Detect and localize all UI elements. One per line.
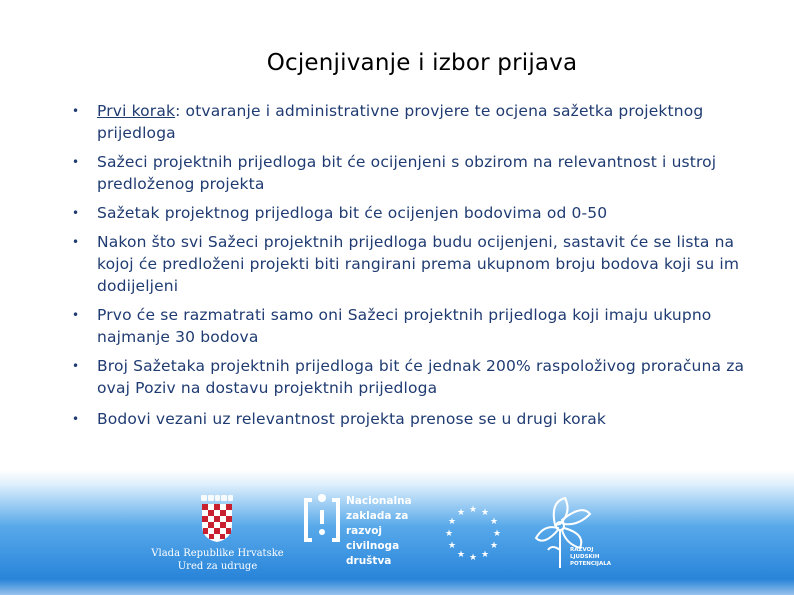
hr-logo: [530, 490, 610, 570]
bullet-item: [70, 355, 770, 399]
bullet-text: Sažetak projektnog prijedloga bit će ocijenjen bodovima od 0-50: [97, 204, 608, 222]
bullet-item: [70, 304, 770, 348]
nz-logo-line: razvoj: [346, 525, 383, 537]
bullet-text: Broj Sažetaka projektnih prijedloga bit će jednak 200% raspoloživog proračuna za ovaj Poziv na dostavu projektnih prijedloga: [97, 357, 745, 397]
gov-logo-line1: Vlada Republike Hrvatske: [151, 548, 284, 559]
bullet-dot: •: [72, 412, 80, 426]
hr-logo-line: RAZVOJ: [570, 547, 594, 553]
nz-logo-line: civilnoga: [346, 540, 400, 552]
svg-text:★: ★: [489, 517, 499, 527]
bullet-text: Sažeci projektnih prijedloga bit će ocijenjeni s obzirom na relevantnost i ustroj predloženog projekta: [97, 153, 717, 193]
bullet-dot: •: [72, 359, 80, 373]
svg-text:★: ★: [492, 529, 502, 539]
croatian-coat-of-arms-icon: [200, 495, 234, 543]
svg-text:★: ★: [447, 541, 457, 551]
bracket-figure-icon: [302, 490, 342, 550]
bullet-item: [70, 202, 770, 224]
svg-text:★: ★: [447, 517, 457, 527]
hr-logo-line: LJUDSKIH: [570, 554, 600, 560]
nz-logo-line: zaklada za: [346, 510, 409, 522]
slide-title: Ocjenjivanje i izbor prijava: [266, 50, 578, 76]
bullet-item: [70, 231, 770, 297]
svg-text:★: ★: [468, 505, 478, 515]
svg-text:★: ★: [468, 553, 478, 563]
svg-text:★: ★: [480, 508, 490, 518]
bullet-text: Prvo će se razmatrati samo oni Sažeci projektnih prijedloga koji imaju ukupno najmanje 30 bodova: [97, 306, 712, 346]
svg-text:★: ★: [480, 550, 490, 560]
bullet-dot: •: [72, 155, 80, 169]
bullet-item: [70, 408, 770, 430]
bullet-dot: •: [72, 308, 80, 322]
svg-text:★: ★: [489, 541, 499, 551]
bullet-text: Nakon što svi Sažeci projektnih prijedloga budu ocijenjeni, sastavit će se lista na kojoj će predloženi projekti biti rangirani prema ukupnom broju bodova koji su im dodijeljeni: [97, 233, 740, 295]
bullet-item: [70, 100, 770, 144]
bullet-dot: •: [72, 235, 80, 249]
gov-logo-line2: Ured za udruge: [177, 561, 258, 572]
bullet-prefix: Prvi korak: [97, 102, 176, 120]
nz-logo-line: društva: [346, 555, 392, 567]
bullet-item: [70, 151, 770, 195]
bullet-list: [70, 100, 770, 430]
bullet-text: Bodovi vezani uz relevantnost projekta prenose se u drugi korak: [97, 410, 607, 428]
eu-stars-icon: [443, 503, 503, 563]
hr-logo-line: POTENCIJALA: [570, 561, 611, 567]
bullet-dot: •: [72, 206, 80, 220]
svg-text:★: ★: [456, 508, 466, 518]
nz-logo-line: Nacionalna: [346, 495, 412, 507]
svg-text:★: ★: [456, 550, 466, 560]
bullet-dot: •: [72, 104, 80, 118]
bullet-text: : otvaranje i administrativne provjere te ocjena sažetka projektnog prijedloga: [97, 102, 704, 142]
svg-text:★: ★: [444, 529, 454, 539]
